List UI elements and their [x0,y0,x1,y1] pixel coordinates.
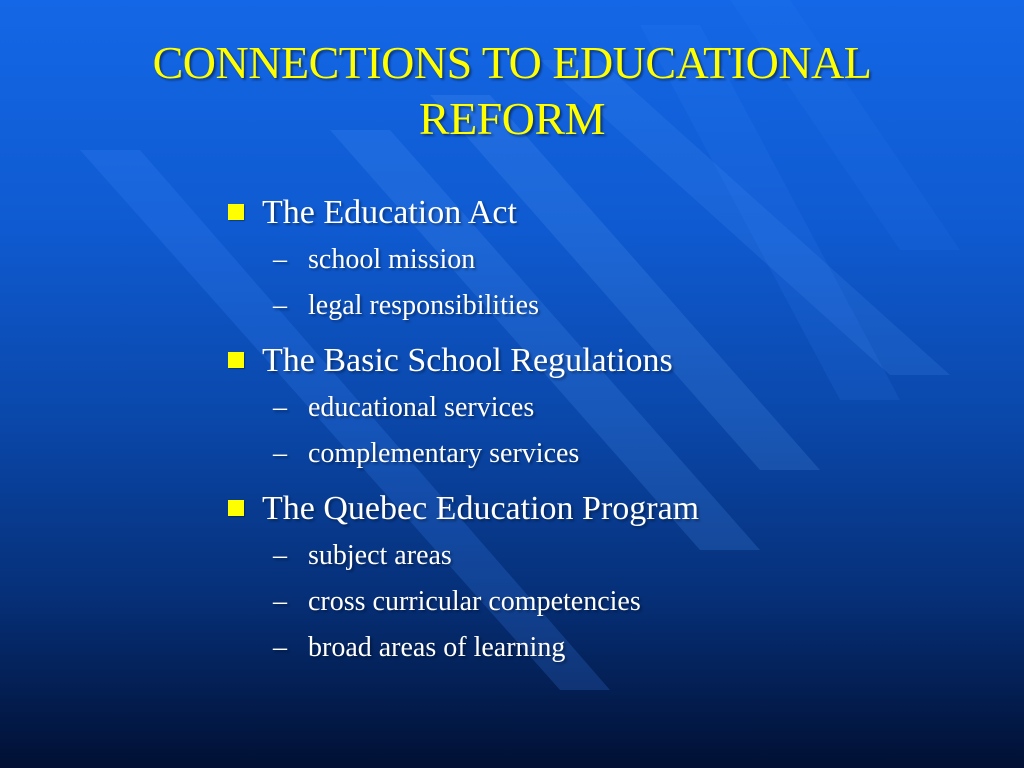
slide-title [60,35,964,147]
dash-icon: – [273,586,287,617]
dash-icon: – [273,244,287,275]
sub-bullet-text: broad areas of learning [308,632,566,663]
dash-icon: – [273,392,287,423]
bullet-square-icon [228,500,244,516]
sub-list-item [228,533,988,579]
bullet-square-icon [228,352,244,368]
sub-bullet-text: legal responsibilities [308,290,539,321]
sub-list-item [228,385,988,431]
list-item [228,486,988,532]
bullet-heading: The Quebec Education Program [262,490,700,527]
dash-icon: – [273,438,287,469]
dash-icon: – [273,290,287,321]
sub-list-item [228,283,988,329]
dash-icon: – [273,540,287,571]
bullet-heading: The Basic School Regulations [262,342,673,379]
list-item [228,190,988,236]
dash-icon: – [273,632,287,663]
sub-bullet-text: subject areas [308,540,452,571]
bullet-list [228,190,988,671]
list-item [228,338,988,384]
sub-bullet-text: educational services [308,392,535,423]
sub-bullet-text: cross curricular competencies [308,586,641,617]
sub-list-item [228,431,988,477]
sub-list-item [228,625,988,671]
sub-list-item [228,579,988,625]
bullet-square-icon [228,204,244,220]
bullet-heading: The Education Act [262,194,517,231]
sub-list-item [228,237,988,283]
title-line-2: REFORM [418,93,606,144]
title-line-1: CONNECTIONS TO EDUCATIONAL [152,37,872,88]
sub-bullet-text: school mission [308,244,476,275]
sub-bullet-text: complementary services [308,438,580,469]
